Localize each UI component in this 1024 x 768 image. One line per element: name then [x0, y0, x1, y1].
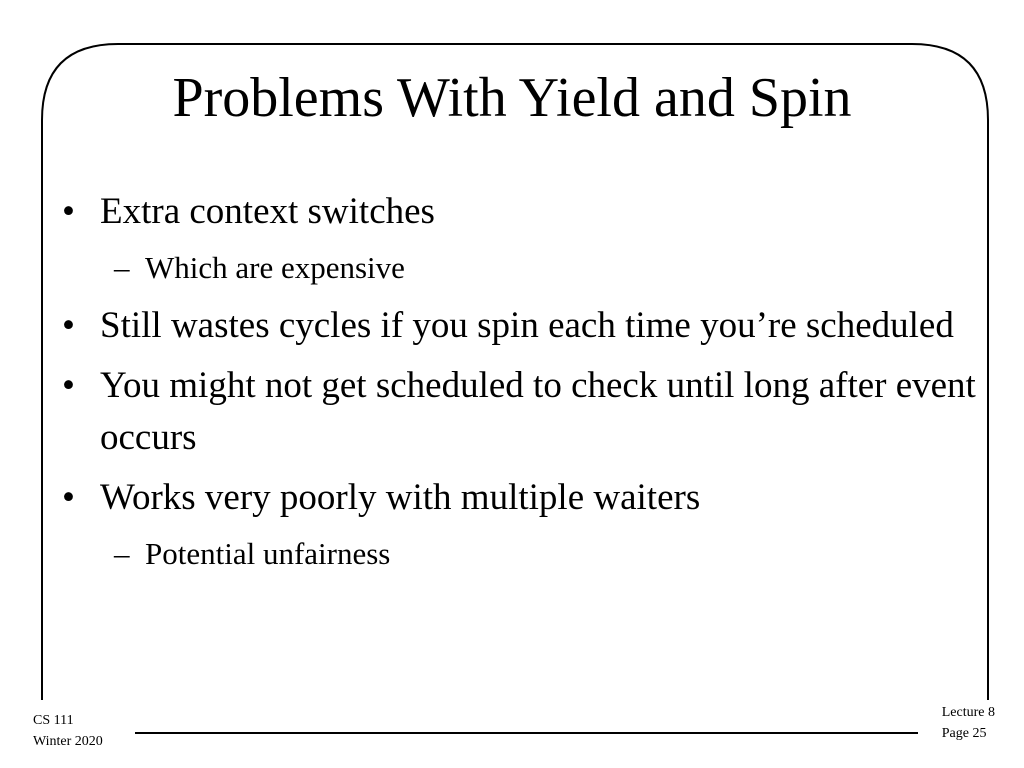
- bullet-item: [62, 186, 982, 238]
- bullet-list: [62, 186, 982, 586]
- bullet-text: Works very poorly with multiple waiters: [100, 477, 701, 518]
- footer-course: CS 111: [33, 713, 74, 728]
- sub-bullet-group: [62, 532, 982, 576]
- bullet-text: Extra context switches: [100, 191, 435, 232]
- sub-bullet-list: [62, 532, 982, 576]
- footer-page: Page 25: [941, 726, 987, 741]
- bullet-item: [62, 472, 982, 524]
- sub-bullet-item: [62, 246, 982, 290]
- bullet-text: You might not get scheduled to check until long after event occurs: [100, 365, 976, 458]
- bullet-marker: •: [62, 477, 75, 518]
- sub-bullet-text: Potential unfairness: [145, 536, 391, 571]
- bullet-marker: •: [62, 305, 75, 346]
- bullet-item: [62, 360, 982, 464]
- sub-bullet-item: [62, 532, 982, 576]
- sub-bullet-marker: –: [114, 536, 130, 571]
- footer-course-info: [33, 710, 103, 752]
- sub-bullet-text: Which are expensive: [145, 250, 405, 285]
- bullet-item: [62, 300, 982, 352]
- footer-lecture: Lecture 8: [941, 705, 995, 720]
- bullet-text: Still wastes cycles if you spin each time you’re scheduled: [100, 305, 954, 346]
- bullet-marker: •: [62, 191, 75, 232]
- sub-bullet-marker: –: [114, 250, 130, 285]
- footer-term: Winter 2020: [33, 734, 103, 749]
- sub-bullet-group: [62, 246, 982, 290]
- sub-bullet-list: [62, 246, 982, 290]
- footer-lecture-info: [942, 702, 995, 744]
- bullet-marker: •: [62, 365, 75, 406]
- slide-title: Problems With Yield and Spin: [172, 67, 852, 129]
